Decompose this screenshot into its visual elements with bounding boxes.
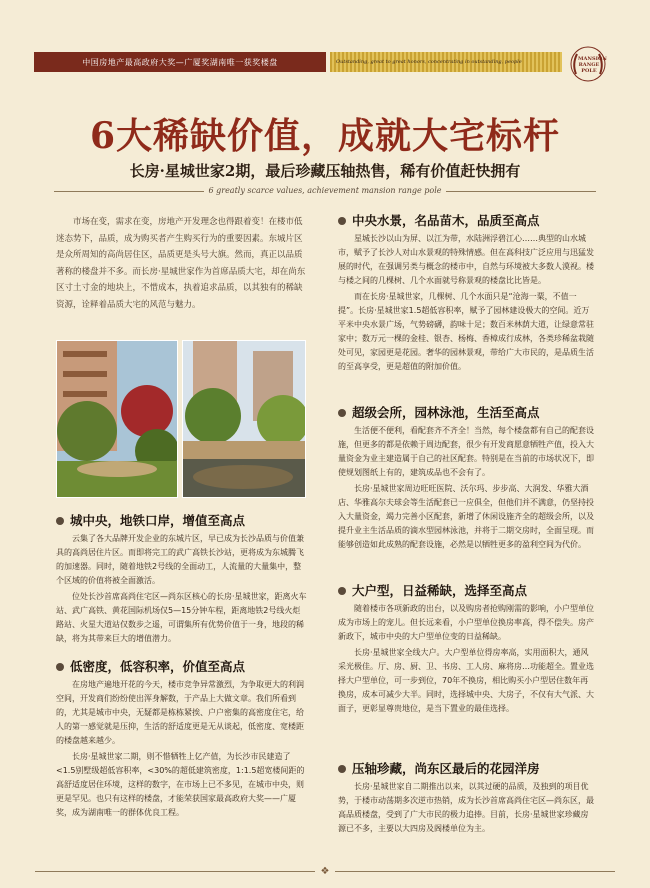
section-3: 中央水景，名品苗木，品质至高点 星城长沙以山为屏、以江为带，水陆洲浮碧江心……典型的山水城市，赋予了长沙人对山水景观的特殊情感。但在高科技广泛应用与迅猛发展的时代，在强调另类与概念的楼市中，自然与环境被大多数人漠视。楼与楼之间的几棵树、几个水面就号称景观的楼盘比比皆是。 而在长房·星城世家，几棵树、几个水面只是“沧海一粟，不值一提”。长房·星城世家1.5超低容积率，赋予了园林建设极大的空间。近万平米中央水景广场，气势磅礴，韵味十足；数百米林荫大道，让绿意常驻家中；数万元一棵的金桂、银杏、杨梅、香樟成行成林，各类珍稀盆栽随处可见，家园更是花园。奢华的园林景观，带给广大市民的，是品质生活的至高享受，更是超值的附加价值。 [338,213,594,371]
bullet-icon [56,663,64,671]
bullet-icon [56,517,64,525]
photo-water-feature [182,340,306,498]
subtitle-rule-right [446,191,596,192]
header-stripe: Outstanding, great to great honors, concentrating in outstanding, people [330,52,562,72]
header-banner: 中国房地产最高政府大奖—广厦奖湖南唯一获奖楼盘 [34,52,326,72]
footer-ornament [0,866,650,877]
bullet-icon [338,587,346,595]
section-1: 城中央，地铁口岸，增值至高点 云集了各大品牌开发企业的东城片区，早已成为长沙品质与价值兼具的高尚居住片区。而即将完工的武广高铁长沙站，更将成为东城腾飞的加速器。同时，随着地铁2号线的全面动工，人流量的大量集中，整个区域的价值将被全面激活。 位处长沙首席高尚住宅区—尚东区核心的长房·星城世家，距离火车站、武广高铁、黄花国际机场仅5—15分钟车程，距离地铁2号线火炬路站、火星大道站仅数步之遥，可谓集所有优势价值于一身，地段的稀缺，将为其带来巨大的增值潜力。 [56,513,307,643]
ornament-icon: ❖ [320,866,330,877]
logo-text: MANSION RANGE POLE [578,56,607,74]
section-4: 超级会所，园林泳池，生活至高点 生活便不便利，看配套齐不齐全！当然，每个楼盘都有自己的配套设施，但更多的都是依赖于周边配套，很少有开发商愿意牺牲产值，投入大量资金为业主建造属于自己的社区配套。特别是在当前的市场状况下，即使规划图纸上有的，建筑成品也不会有了。 长房·星城世家周边旺旺医院、沃尔玛、步步高、大润发、华雅大酒店、华雅高尔夫球会等生活配套已一应俱全，但他们并不满意，仍坚持投入大量资金，竭力完善小区配套，新增了休闲设施齐全的超级会所，以及提升业主生活品质的滴水型园林泳池，并将于二期交房时，全面呈现。而能够创造如此成熟的配套设施，必然是以牺牲更多的盈利空间为代价。 [338,405,594,549]
photo-garden [56,340,178,498]
bullet-icon [338,765,346,773]
section-2: 低密度，低容积率，价值至高点 在房地产遍地开花的今天，楼市竞争异常激烈，为争取更大的利润空间，开发商们纷纷使出浑身解数，于产品上大做文章。我们所看到的，尤其是城市中央，无疑都是栋栋紧挨、户户密集的高密度住宅，给人的第一感觉就是压抑，生活的舒适度更是无从谈起，低密度、宽楼距的楼盘越来越少。 长房·星城世家二期，则不惜牺牲上亿产值，为长沙市民建造了<1.5别墅级超低容积率，<30%的超低建筑密度，1:1.5超宽楼间距的高舒适度居住环境，这样的数字，在市场上已不多见，在城市中央，则更是罕见。也只有这样的楼盘，才能荣获国家最高政府大奖——广厦奖，成为湖南唯一的群体优良工程。 [56,659,305,817]
page-subtitle: 长房·星城世家2期，最后珍藏压轴热售，稀有价值赶快拥有 [129,162,521,180]
bullet-icon [338,409,346,417]
bullet-icon [338,217,346,225]
section-5: 大户型，日益稀缺，选择至高点 随着楼市各项新政的出台，以及购房者抢购刚需的影响，小户型单位成为市场上的宠儿。但长远来看，小户型单位换房率高，得不偿失。房产新政下，城市中央的大户型单位变的日益稀缺。 长房·星城世家全线大户。大户型单位得房率高，实用面积大，通风采光极佳。厅、房、厨、卫、书房、工人房、麻将房…功能超全。置业选择大户型单位，可一步到位，70年不换房，相比购买小户型居住数年再换房，成本可减少大半。同时，选择城中央、大房子，不仅有大气派、大面子，更彰显尊贵地位，是当下置业的最佳选择。 [338,583,594,713]
page-subtitle-english: 6 greatly scarce values, achievement mansion range pole [208,186,442,195]
section-6: 压轴珍藏，尚东区最后的花园洋房 长房·星城世家自二期推出以来，以其过硬的品质，及独到的项目优势，于楼市动荡期多次逆市热销，成为长沙首席高尚住宅区—尚东区，最高品质楼盘，受到了广大市民的极力追捧。目前，长房·星城世家珍藏房源已不多，主要以大四房及阁楼单位为主。 [338,761,594,833]
intro-text: 市场在变，需求在变，房地产开发理念也得跟着变！在楼市低迷态势下，品质，成为购买者产生购买行为的重要因素。东城片区是众所周知的高尚居住区，品质更是头号大旗。然而，真正以品质著称的楼盘并不多。而长房·星城世家作为首席品质大宅，却在尚东区寸土寸金的地块上，不惜成本，执着追求品质，以其独有的稀缺资源，诠释着品质大宅的风范与魅力。 [56,217,306,310]
page-title: 6大稀缺价值，成就大宅标杆 [89,115,561,157]
